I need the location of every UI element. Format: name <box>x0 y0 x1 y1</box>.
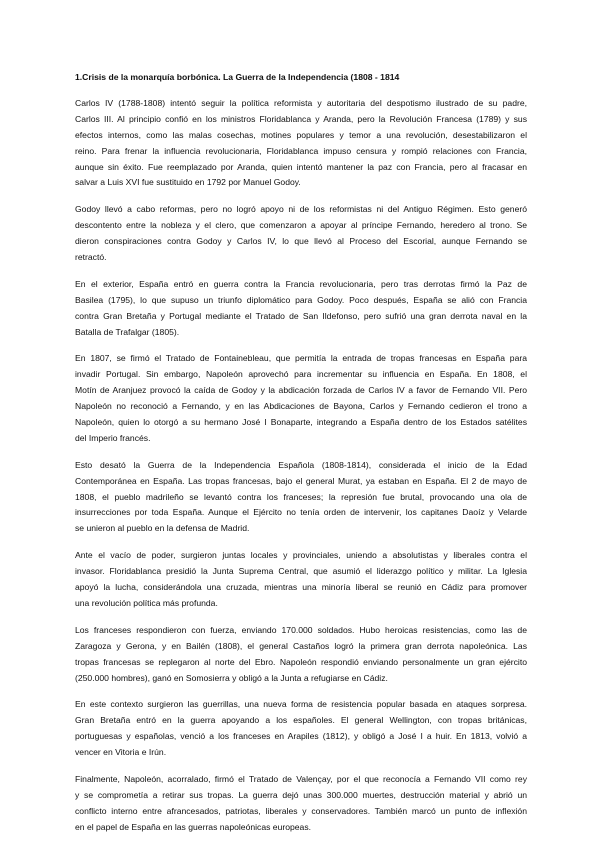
text-line: 1808, el pueblo madrileño se levantó contra los franceses; la represión fue brutal, provocando una ola de <box>75 491 527 502</box>
text-line: Gran Bretaña entró en la guerra apoyando a los españoles. El general Wellington, con tropas británicas, <box>75 715 527 726</box>
text-line: y se comprometía a retirar sus tropas. La guerra dejó unas 300.000 muertes, destrucción material y abrió un <box>75 789 527 800</box>
text-line: una revolución política más profunda. <box>75 597 218 608</box>
text-line: apoyó la lucha, considerándola una cruzada, mientras una minoría liberal se reunió en Cádiz para promover <box>75 582 527 593</box>
text-line: Napoleón, quien lo otorgó a su hermano José I Bonaparte, integrando a España dentro de los Estados satélites <box>75 417 527 428</box>
document-title: 1.Crisis de la monarquía borbónica. La Guerra de la Independencia (1808 - 1814 <box>75 72 400 82</box>
text-line: descontento entre la nobleza y el clero, que comenzaron a apoyar al príncipe Fernando, heredero al trono. Se <box>75 220 527 231</box>
text-line: Motín de Aranjuez provocó la caída de Godoy y la abdicación forzada de Carlos IV a favor de Fernando VII. Pero <box>75 385 527 396</box>
paragraph <box>75 548 527 612</box>
text-line: Napoleón no reconoció a Fernando, y en las Abdicaciones de Bayona, Carlos y Fernando cedieron el trono a <box>75 401 527 412</box>
text-line: vencer en Vitoria e Irún. <box>75 747 167 758</box>
text-line: Los franceses respondieron con fuerza, enviando 170.000 soldados. Hubo heroicas resistencias, como las de <box>75 624 527 635</box>
text-line: portuguesas y españolas, venció a los franceses en Arapiles (1812), y obligó a José I a huir. En 1813, volvió a <box>75 731 527 742</box>
text-line: salvar a Luis XVI fue sustituido en 1792 por Manuel Godoy. <box>75 177 301 188</box>
text-line: Esto desató la Guerra de la Independencia Española (1808-1814), considerada el inicio de la Edad <box>75 459 527 470</box>
text-line: En 1807, se firmó el Tratado de Fontainebleau, que permitía la entrada de tropas francesas en España para <box>75 353 527 364</box>
text-line: Ante el vacío de poder, surgieron juntas locales y provinciales, uniendo a absolutistas y liberales contra el <box>75 550 527 561</box>
text-line: Batalla de Trafalgar (1805). <box>75 326 180 337</box>
text-line: retractó. <box>75 252 107 263</box>
text-line: se unieron al pueblo en la defensa de Madrid. <box>75 523 250 534</box>
text-line: Carlos III. Al principio confió en los ministros Floridablanca y Aranda, pero la Revolución Francesa (1789) y sus <box>75 113 527 124</box>
text-line: Zaragoza y Gerona, y en Bailén (1808), el general Castaños logró la primera gran derrota napoleónica. Las <box>75 640 527 651</box>
text-line: en el papel de España en las guerras napoleónicas europeas. <box>75 821 312 832</box>
paragraph <box>75 772 527 836</box>
paragraph <box>75 458 527 537</box>
text-line: efectos internos, como las malas cosechas, motines populares y temor a una revolución, desestabilizaron el <box>75 129 527 140</box>
paragraph <box>75 351 527 446</box>
text-line: tropas francesas se replegaron al norte del Ebro. Napoleón respondió enviando personalmente un gran ejército <box>75 656 527 667</box>
text-line: Contemporánea en España. Las tropas francesas, bajo el general Murat, ya estaban en España. El 2 de mayo de <box>75 475 527 486</box>
text-line: dieron conspiraciones contra Godoy y Carlos IV, lo que llevó al Proceso del Escorial, aunque Fernando se <box>75 236 527 247</box>
paragraph <box>75 697 527 761</box>
text-line: En este contexto surgieron las guerrillas, una nueva forma de resistencia popular basada en ataques sorpresa. <box>75 699 527 710</box>
text-line: reino. Para frenar la influencia revolucionaria, Floridablanca impuso censura y rompió relaciones con Francia, <box>75 145 527 156</box>
text-line: Finalmente, Napoleón, acorralado, firmó el Tratado de Valençay, por el que reconocía a Fernando VII como rey <box>75 773 527 784</box>
text-line: Carlos IV (1788-1808) intentó seguir la política reformista y autoritaria del despotismo ilustrado de su padre, <box>75 98 527 108</box>
text-line: aunque sin éxito. Fue reemplazado por Aranda, quien intentó mantener la paz con Francia, pero al fracasar en <box>75 161 527 172</box>
text-line: Godoy llevó a cabo reformas, pero no logró apoyo ni de los reformistas ni del Antiguo Régimen. Esto generó <box>75 204 527 215</box>
paragraph <box>75 277 527 341</box>
text-line: invasor. Floridablanca presidió la Junta Suprema Central, que asumió el liderazgo político y militar. La Iglesia <box>75 566 527 577</box>
text-line: conflicto interno entre afrancesados, patriotas, liberales y conservadores. También marcó un punto de inflexión <box>75 805 527 816</box>
document-body <box>75 96 527 836</box>
text-line: invadir Portugal. Sin embargo, Napoleón aprovechó para incrementar su influencia en España. En 1808, el <box>75 369 527 380</box>
document-page <box>75 69 527 847</box>
paragraph <box>75 623 527 687</box>
text-line: insurrecciones por toda España. Aunque el Ejército no tenía orden de intervenir, los capitanes Daoíz y Velarde <box>75 507 527 518</box>
text-line: del Imperio francés. <box>75 432 151 443</box>
text-line: (250.000 hombres), ganó en Somosierra y obligó a la Junta a refugiarse en Cádiz. <box>75 672 388 683</box>
text-line: Basilea (1795), lo que supuso un triunfo diplomático para Godoy. Poco después, España se alió con Francia <box>75 294 527 305</box>
text-line: contra Gran Bretaña y Portugal mediante el Tratado de San Ildefonso, pero sufrió una gran derrota naval en la <box>75 310 527 321</box>
paragraph <box>75 96 527 191</box>
paragraph <box>75 202 527 266</box>
text-line: En el exterior, España entró en guerra contra la Francia revolucionaria, pero tras derrotas firmó la Paz de <box>75 278 527 289</box>
